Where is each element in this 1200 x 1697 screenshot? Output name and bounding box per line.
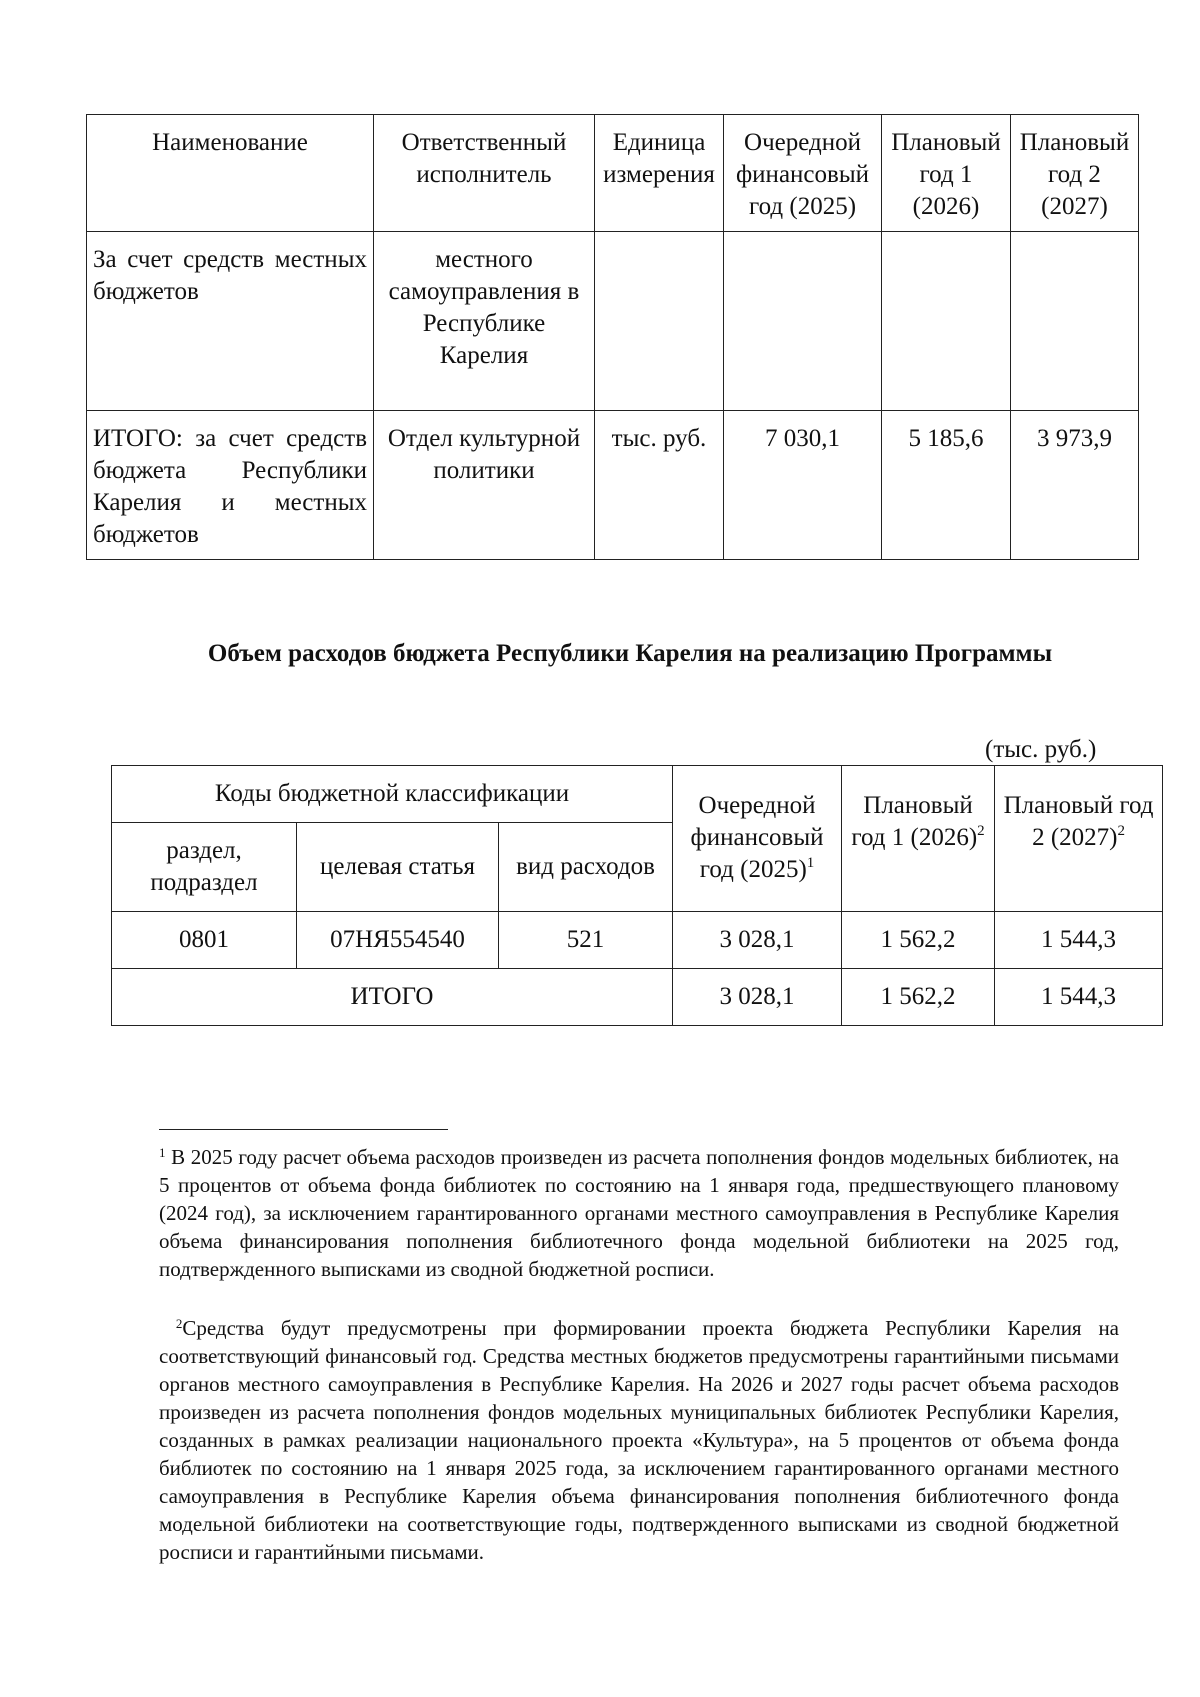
cell-target: 07НЯ554540	[297, 912, 499, 969]
cell-2026	[882, 232, 1011, 411]
section-title: Объем расходов бюджета Республики Карелия на реализацию Программы	[207, 640, 1053, 667]
footnote-mark: 2	[1117, 823, 1125, 839]
header-cell: Плановый год 2 (2027)	[1011, 115, 1139, 232]
subheader-section: раздел, подраздел	[112, 823, 297, 912]
cell-executor: Отдел культурной политики	[374, 411, 595, 560]
footnote-mark: 2	[175, 1316, 183, 1331]
cell-2027	[1011, 232, 1139, 411]
table-row-total	[87, 411, 1139, 560]
resources-table	[86, 114, 1139, 560]
cell-2025	[724, 232, 882, 411]
group-header: Коды бюджетной классификации	[112, 766, 673, 823]
footnote-2	[159, 1314, 1119, 1566]
cell-2027: 3 973,9	[1011, 411, 1139, 560]
cell-2026: 1 562,2	[842, 969, 995, 1026]
cell-2025: 7 030,1	[724, 411, 882, 560]
table-row	[87, 232, 1139, 411]
table-header-row	[112, 766, 1163, 823]
header-cell: Очередной финансовый год (2025)	[724, 115, 882, 232]
table-row	[112, 912, 1163, 969]
cell-type: 521	[499, 912, 673, 969]
subheader-target: целевая статья	[297, 823, 499, 912]
footnote-1	[159, 1143, 1119, 1283]
header-cell: Наименование	[87, 115, 374, 232]
footnote-text: Средства будут предусмотрены при формировании проекта бюджета Республики Карелия на соответствующий финансовый год. Средства местных бюджетов предусмотрены гарантийными письмами органов местного самоуправления в Республике Карелия. На 2026 и 2027 годы расчет объема расходов произведен из расчета пополнения фондов модельных муниципальных библиотек Республики Карелия, созданных в рамках реализации национального проекта «Культура», на 5 процентов от объема фонда библиотек по состоянию на 1 января 2025 года, за исключением гарантированного органами местного самоуправления в Республике Карелия объема финансирования пополнения библиотечного фонда модельной библиотеки на соответствующие годы, подтвержденного выписками из сводной бюджетной росписи и гарантийными письмами.	[159, 1316, 1120, 1564]
cell-unit: тыс. руб.	[595, 411, 724, 560]
footnote-mark: 1	[159, 1145, 166, 1160]
table-row-total	[112, 969, 1163, 1026]
header-2025	[673, 766, 842, 912]
footnote-mark: 2	[977, 823, 985, 839]
header-cell: Плановый год 1 (2026)	[882, 115, 1011, 232]
cell-executor: местного самоуправления в Республике Карелия	[374, 232, 595, 411]
header-cell: Единица измерения	[595, 115, 724, 232]
cell-name: ИТОГО: за счет средств бюджета Республики Карелия и местных бюджетов	[87, 411, 374, 560]
footnote-divider	[159, 1129, 448, 1130]
cell-section: 0801	[112, 912, 297, 969]
cell-2025: 3 028,1	[673, 912, 842, 969]
footnote-mark: 1	[806, 855, 815, 871]
budget-table	[111, 765, 1163, 1026]
header-2026	[842, 766, 995, 912]
cell-total-label: ИТОГО	[112, 969, 673, 1026]
header-2027-label: Плановый год 2 (2027)	[1003, 792, 1154, 851]
header-2026-label: Плановый год 1 (2026)	[851, 792, 978, 851]
header-2027	[995, 766, 1163, 912]
cell-2026: 5 185,6	[882, 411, 1011, 560]
cell-2025: 3 028,1	[673, 969, 842, 1026]
header-cell: Ответственный исполнитель	[374, 115, 595, 232]
table-header-row	[87, 115, 1139, 232]
cell-name: За счет средств местных бюджетов	[87, 232, 374, 411]
cell-2027: 1 544,3	[995, 912, 1163, 969]
subheader-type: вид расходов	[499, 823, 673, 912]
unit-note: (тыс. руб.)	[985, 736, 1097, 763]
footnote-text: В 2025 году расчет объема расходов произведен из расчета пополнения фондов модельных библиотек, на 5 процентов от объема фонда библиотек по состоянию на 1 января года, предшествующего плановому (2024 год), за исключением гарантированного органами местного самоуправления в Республике Карелия объема финансирования пополнения библиотечного фонда модельной библиотеки на 2025 год, подтвержденного выписками из сводной бюджетной росписи.	[159, 1145, 1119, 1281]
cell-2027: 1 544,3	[995, 969, 1163, 1026]
cell-unit	[595, 232, 724, 411]
header-2025-label: Очередной финансовый год (2025)	[690, 792, 824, 883]
cell-2026: 1 562,2	[842, 912, 995, 969]
